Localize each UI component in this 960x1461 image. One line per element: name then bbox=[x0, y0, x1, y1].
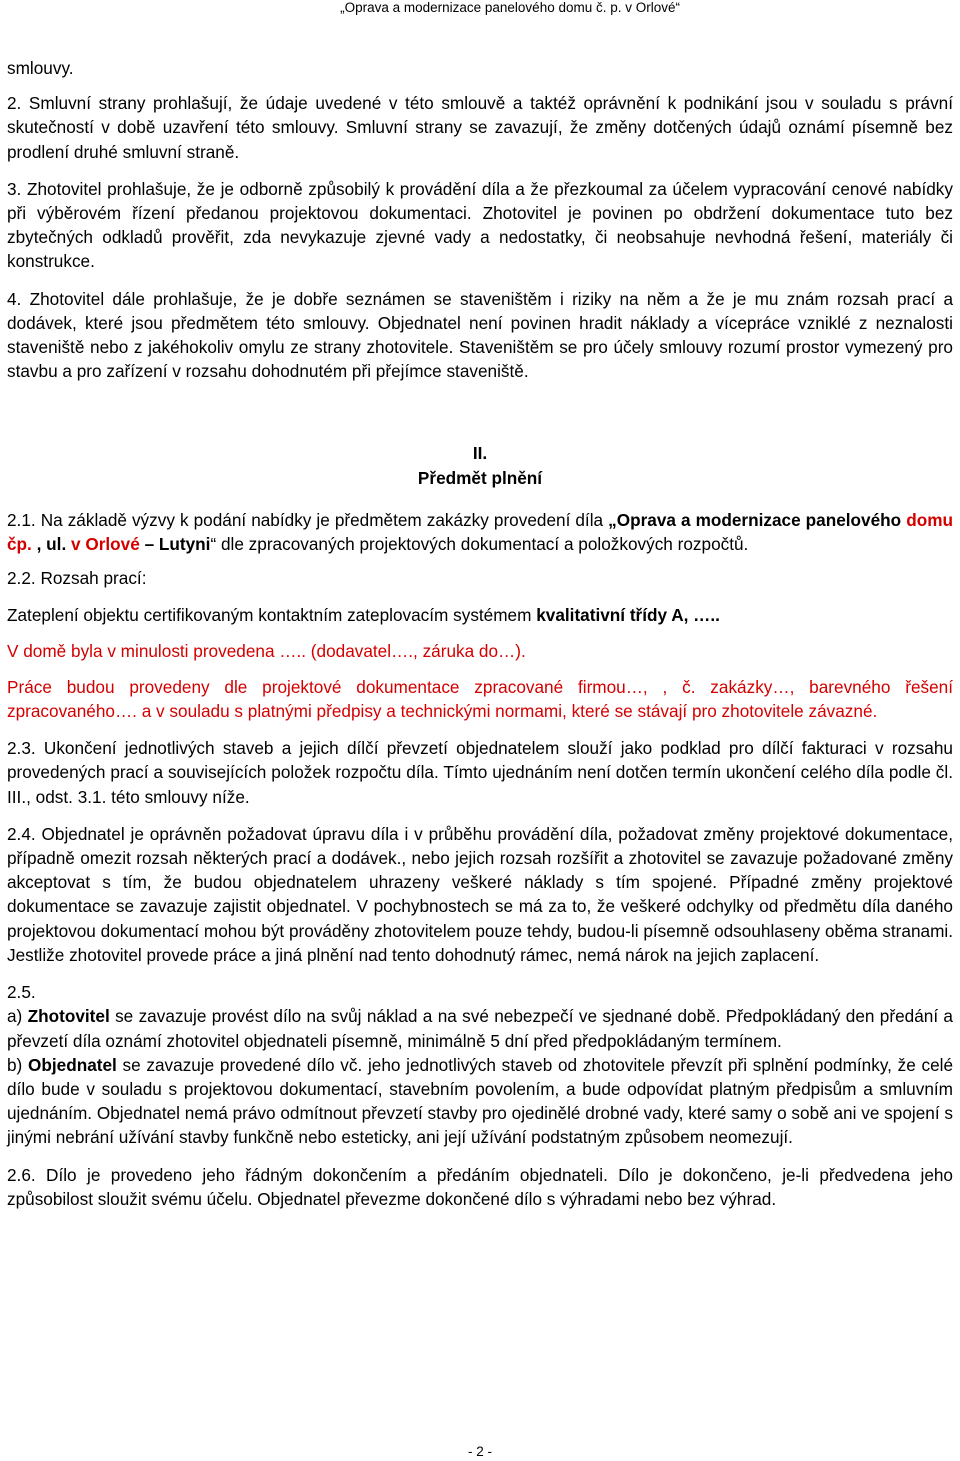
paragraph-2-5-b bbox=[7, 1053, 953, 1150]
item-a-text: se zavazuje provést dílo na svůj náklad a na své nebezpečí ve sjednané době. Předpokládaný den předání a převzetí díla oznámí zhotovitel objednateli písemně, minimálně 5 dní před předpokládaným termínem. bbox=[7, 1006, 953, 1051]
paragraph-2-2: 2.2. Rozsah prací: bbox=[7, 568, 147, 589]
paragraph-2-5-a bbox=[7, 1004, 953, 1052]
page-number: - 2 - bbox=[467, 1444, 492, 1459]
paragraph-2-3: 2.3. Ukončení jednotlivých staveb a jejich dílčí převzetí objednatelem slouží jako podklad pro dílčí fakturaci v rozsahu provedených prací a souvisejících položek rozpočtu díla. Tímto ujednáním není dotčen termín ukončení celého díla podle čl. III., odst. 3.1. této smlouvy níže. bbox=[7, 738, 953, 807]
paragraph-2-1-intro: 2.1. Na základě výzvy k podání nabídky je předmětem zakázky provedení díla bbox=[7, 509, 609, 530]
item-b-prefix: b) bbox=[7, 1054, 28, 1075]
paragraph-2-1 bbox=[7, 508, 953, 556]
project-town: v Orlové bbox=[71, 534, 140, 555]
zatepleni-text: Zateplení objektu certifikovaným kontaktním zateplovacím systémem bbox=[7, 605, 537, 626]
paragraph-2-1-end: “ dle zpracovaných projektových dokumentací a položkových rozpočtů. bbox=[210, 534, 749, 555]
paragraph-red-works: Práce budou provedeny dle projektové dokumentace zpracované firmou…, , č. zakázky…, barevného řešení zpracovaného…. a v souladu s platnými předpisy a technickými normami, které se stávají pro zhotovitele závazné. bbox=[7, 676, 953, 722]
project-name-b: , ul. bbox=[31, 534, 71, 555]
section-title: Předmět plnění bbox=[417, 467, 543, 488]
project-house-no: domu čp. bbox=[7, 509, 953, 555]
item-a-prefix: a) bbox=[7, 1006, 28, 1027]
paragraph-red-history: V domě byla v minulosti provedena ….. (dodavatel…., záruka do…). bbox=[7, 640, 526, 661]
paragraph-3: 3. Zhotovitel prohlašuje, že je odborně způsobilý k provádění díla a že přezkoumal za účelem vypracování cenové nabídky při výběrovém řízení předanou projektovou dokumentaci. Zhotovitel je povinen po obdržení dokumentace tuto bez zbytečných odkladů prověřit, zda nevykazuje zjevné vady a nedostatky, či neobsahuje nevhodná řešení, materiály či konstrukce. bbox=[7, 178, 953, 272]
paragraph-2: 2. Smluvní strany prohlašují, že údaje uvedené v této smlouvě a taktéž oprávnění k podnikání jsou v souladu s právní skutečností v době uzavření této smlouvy. Smluvní strany se zavazují, že změny dotčených údajů oznámí písemně bez prodlení druhé smluvní straně. bbox=[7, 93, 953, 162]
zatepleni-class: kvalitativní třídy A, ….. bbox=[536, 605, 720, 626]
running-header: „Oprava a modernizace panelového domu č. p. v Orlové“ bbox=[340, 0, 680, 15]
section-number: II. bbox=[472, 443, 488, 464]
item-a-subject: Zhotovitel bbox=[27, 1006, 110, 1027]
paragraph-smlouvy: smlouvy. bbox=[7, 58, 74, 78]
item-b-text: se zavazuje provedené dílo vč. jeho jednotlivých staveb od zhotovitele převzít při splnění podmínky, že celé dílo bude v souladu s projektovou dokumentací, stavebním povolením, a bude odpovídat platným předpisům a smluvním ujednáním. Objednatel nemá právo odmítnout převzetí stavby pro ojedinělé drobné vady, které samy o sobě ani ve spojení s jinými nebrání užívání stavby funkčně nebo esteticky, ani její užívání podstatným způsobem neomezují. bbox=[7, 1054, 954, 1148]
project-name-a: „Oprava a modernizace panelového bbox=[608, 509, 907, 530]
paragraph-4: 4. Zhotovitel dále prohlašuje, že je dobře seznámen se staveništěm i riziky na něm a že je mu znám rozsah prací a dodávek, které jsou předmětem této smlouvy. Objednatel není povinen hradit náklady a vícepráce vzniklé z neznalosti staveniště nebo z jakéhokoliv omylu ze strany zhotovitele. Staveništěm se pro účely smlouvy rozumí prostor vymezený pro stavbu a pro zařízení v rozsahu dohodnutém při přejímce staveniště. bbox=[7, 288, 953, 382]
paragraph-2-4: 2.4. Objednatel je oprávněn požadovat úpravu díla i v průběhu provádění díla, požadovat změny projektové dokumentace, případně omezit rozsah některých prací a dodávek., nebo jejich rozsah rozšířit a zhotovitel se zavazuje požadované změny akceptovat s tím, že budou objednatelem uhrazeny veškeré náklady s tím spojené. Případné změny projektové dokumentace se zavazuje zajistit objednatel. V pochybnostech se má za to, že veškeré odchylky od předmětu díla daného projektovou dokumentací mohou být prováděny zhotovitelem pouze tehdy, budou-li písemně odsouhlaseny oběma stranami. Jestliže zhotovitel provede práce a jiná plnění nad tento dohodnutý rámec, nemá nárok na jejich zaplacení. bbox=[7, 823, 953, 965]
paragraph-2-6: 2.6. Dílo je provedeno jeho řádným dokončením a předáním objednateli. Dílo je dokončeno, je-li předvedena jeho způsobilost sloužit svému účelu. Objednatel převezme dokončené dílo s výhradami nebo bez výhrad. bbox=[7, 1164, 953, 1209]
project-name-c: – Lutyni bbox=[139, 534, 211, 555]
paragraph-zatepleni bbox=[7, 603, 953, 627]
paragraph-2-5: 2.5. bbox=[7, 982, 36, 1003]
item-b-subject: Objednatel bbox=[28, 1054, 117, 1075]
document-body bbox=[7, 56, 953, 1211]
